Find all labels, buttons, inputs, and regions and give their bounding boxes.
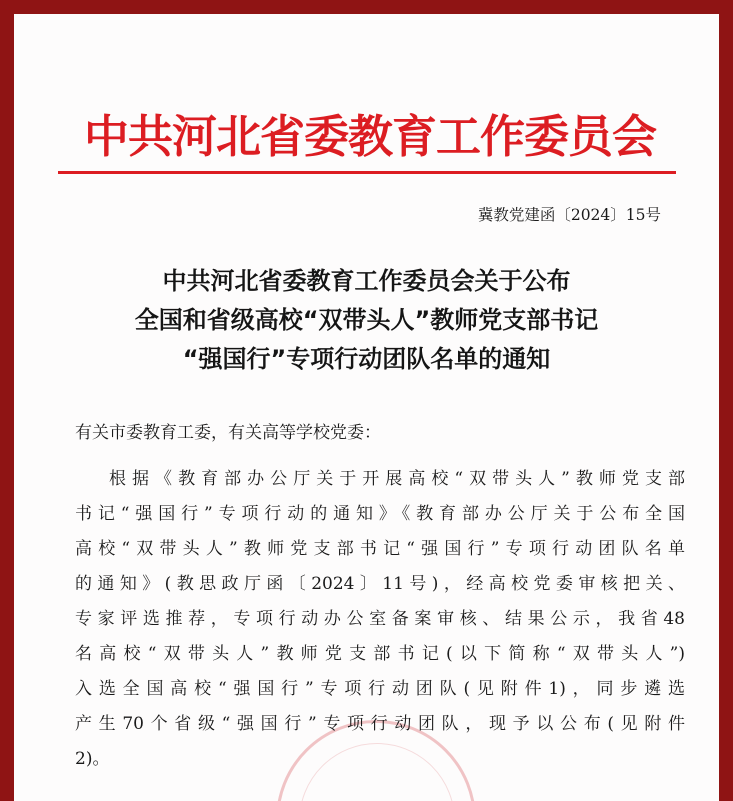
body-paragraph [75, 462, 685, 777]
body-line: 高校“双带头人”教师党支部书记“强国行”专项行动团队名单 [75, 539, 685, 559]
masthead-org-name: 中共河北省委教育工作委员会 [83, 110, 656, 163]
body-line: 入选全国高校“强国行”专项行动团队(见附件1)，同步遴选 [75, 679, 685, 699]
body-line: 书记“强国行”专项行动的通知》《教育部办公厅关于公布全国 [75, 504, 685, 524]
body-line: 产生70个省级“强国行”专项行动团队，现予以公布(见附件 [75, 714, 685, 734]
body-line: 2)。 [75, 749, 110, 769]
document-number: 冀教党建函〔2024〕15号 [477, 206, 661, 224]
body-line: 名高校“双带头人”教师党支部书记(以下简称“双带头人”) [75, 644, 685, 664]
document-page [14, 14, 719, 801]
title-line-3: “强国行”专项行动团队名单的通知 [182, 345, 551, 373]
title-line-1: 中共河北省委教育工作委员会关于公布 [162, 267, 571, 295]
body-line: 专家评选推荐，专项行动办公室备案审核、结果公示，我省48 [75, 609, 685, 629]
salutation: 有关市委教育工委，有关高等学校党委： [75, 423, 381, 443]
body-line: 的通知》(教思政厅函〔2024〕11号)，经高校党委审核把关、 [75, 574, 685, 594]
body-line: 根据《教育部办公厅关于开展高校“双带头人”教师党支部 [109, 469, 685, 489]
masthead-red-rule [58, 171, 676, 174]
title-line-2: 全国和省级高校“双带头人”教师党支部书记 [134, 306, 599, 334]
document-title [34, 262, 699, 379]
